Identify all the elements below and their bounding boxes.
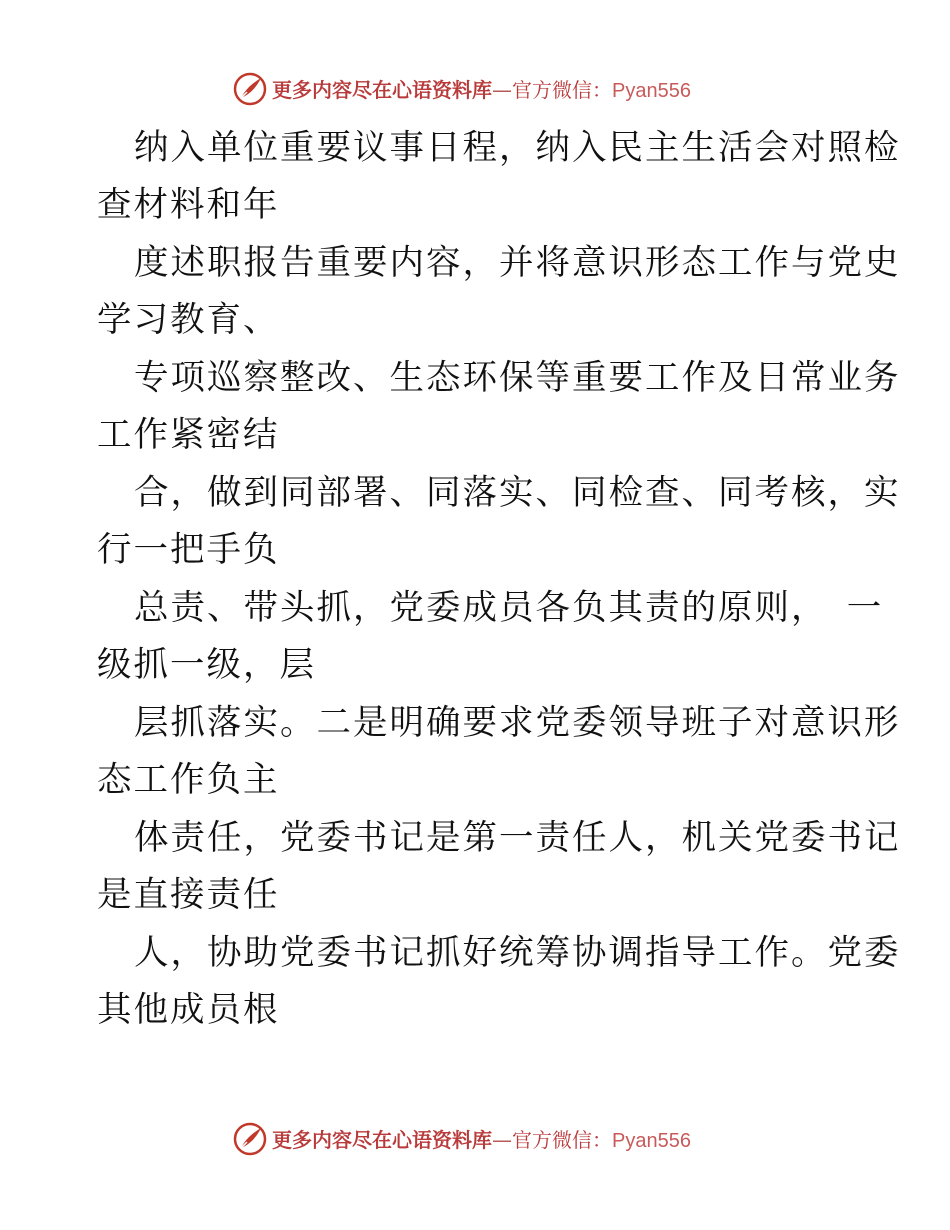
paragraph-line: 层抓落实。二是明确要求党委领导班子对意识形 — [134, 703, 901, 743]
paragraph-line: 合，做到同部署、同落实、同检查、同考核，实 — [134, 473, 901, 513]
watermark-main: 更多内容尽在心语资料库 — [272, 1128, 492, 1152]
watermark-wechat-label: 官方微信： — [512, 1128, 612, 1152]
watermark-wechat-id: Pyan556 — [612, 1130, 691, 1152]
paragraph-line: 行一把手负 — [97, 530, 280, 570]
paragraph-line: 查材料和年 — [97, 185, 280, 225]
watermark-dash: — — [492, 1128, 512, 1152]
paragraph-line: 级抓一级，层 — [97, 645, 316, 685]
paragraph-line: 其他成员根 — [97, 990, 280, 1030]
paragraph-line: 体责任，党委书记是第一责任人，机关党委书记 — [134, 818, 901, 858]
paragraph-line: 学习教育、 — [97, 300, 280, 340]
footer-watermark — [0, 1120, 950, 1160]
paragraph-line: 度述职报告重要内容，并将意识形态工作与党史 — [134, 243, 901, 283]
watermark-wechat-label: 官方微信： — [512, 78, 612, 102]
paragraph-line: 总责、带头抓，党委成员各负其责的原则， 一 — [134, 588, 884, 628]
paragraph-line: 态工作负主 — [97, 760, 280, 800]
paragraph-line: 专项巡察整改、生态环保等重要工作及日常业务 — [134, 358, 901, 398]
watermark-dash: — — [492, 78, 512, 102]
paragraph-line: 工作紧密结 — [97, 415, 280, 455]
paragraph-line: 是直接责任 — [97, 875, 280, 915]
watermark-text — [272, 1128, 691, 1153]
paragraph-line: 人，协助党委书记抓好统筹协调指导工作。党委 — [134, 933, 901, 973]
watermark-main: 更多内容尽在心语资料库 — [272, 78, 492, 102]
paragraph-line: 纳入单位重要议事日程，纳入民主生活会对照检 — [134, 128, 901, 168]
watermark-wechat-id: Pyan556 — [612, 80, 691, 102]
quill-logo-icon — [233, 1122, 267, 1156]
